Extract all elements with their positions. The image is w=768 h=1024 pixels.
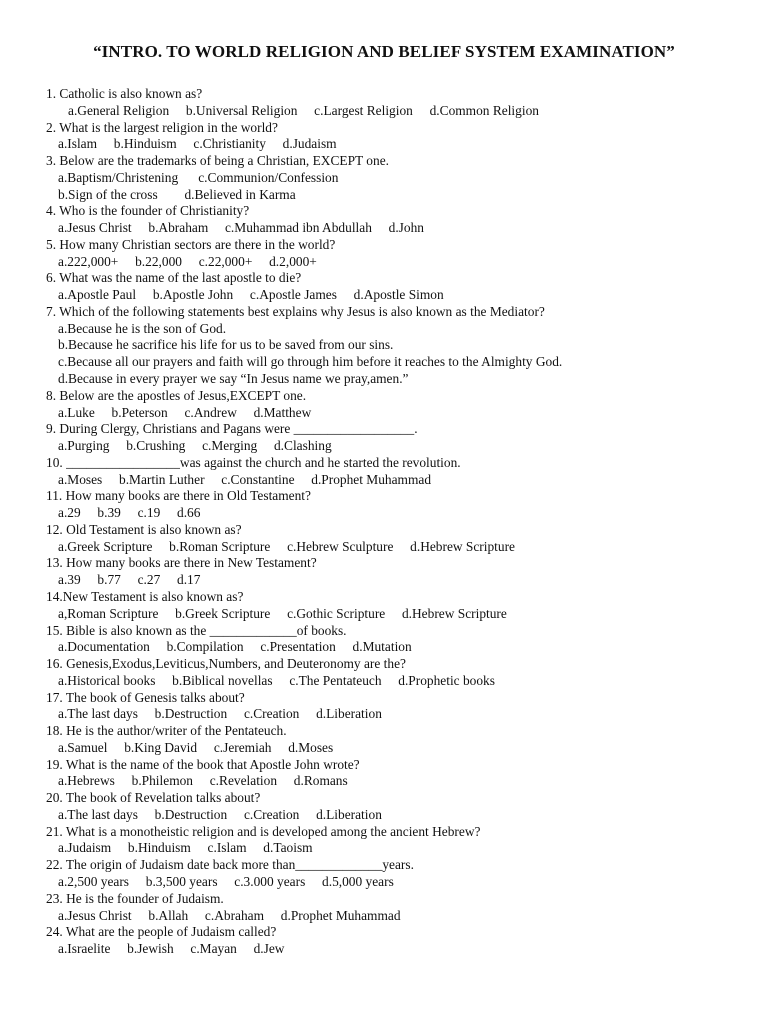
question-text: 9. During Clergy, Christians and Pagans were __________________. (46, 421, 418, 437)
answer-options: a.Luke b.Peterson c.Andrew d.Matthew (58, 404, 312, 420)
question-text: 13. How many books are there in New Testament? (46, 555, 317, 571)
answer-options: a.29 b.39 c.19 d.66 (58, 505, 201, 521)
question-text: 3. Below are the trademarks of being a Christian, EXCEPT one. (46, 153, 389, 169)
question-text: 24. What are the people of Judaism called? (46, 924, 277, 940)
exam-title: “INTRO. TO WORLD RELIGION AND BELIEF SYSTEM EXAMINATION” (93, 42, 675, 61)
question-text: 1. Catholic is also known as? (46, 86, 203, 101)
question-text: 20. The book of Revelation talks about? (46, 790, 261, 806)
answer-options: a.Jesus Christ b.Abraham c.Muhammad ibn Abdullah d.John (58, 220, 424, 236)
question-text: 19. What is the name of the book that Apostle John wrote? (46, 756, 360, 772)
answer-options: a,Roman Scripture b.Greek Scripture c.Gothic Scripture d.Hebrew Scripture (58, 605, 507, 621)
question-text: 17. The book of Genesis talks about? (46, 689, 245, 705)
question-text: 2. What is the largest religion in the world? (46, 119, 278, 135)
answer-options: a.Moses b.Martin Luther c.Constantine d.Prophet Muhammad (58, 471, 432, 487)
answer-options: a.General Religion b.Universal Religion c.Largest Religion d.Common Religion (68, 102, 539, 118)
question-text: 10. _________________was against the church and he started the revolution. (46, 454, 461, 470)
answer-options: a.Samuel b.King David c.Jeremiah d.Moses (58, 739, 334, 755)
answer-options: a.222,000+ b.22,000 c.22,000+ d.2,000+ (58, 253, 317, 269)
answer-options: a.Baptism/Christening c.Communion/Confession (58, 169, 339, 185)
answer-options: a.Hebrews b.Philemon c.Revelation d.Romans (58, 773, 348, 789)
question-text: 14.New Testament is also known as? (46, 588, 244, 604)
answer-options: a.Purging b.Crushing c.Merging d.Clashing (58, 438, 332, 454)
question-text: 5. How many Christian sectors are there in the world? (46, 236, 336, 252)
question-text: 7. Which of the following statements best explains why Jesus is also known as the Mediator? (46, 303, 545, 319)
answer-options: c.Because all our prayers and faith will go through him before it reaches to the Almighty God. (58, 354, 563, 370)
answer-options: a.39 b.77 c.27 d.17 (58, 572, 201, 588)
question-text: 6. What was the name of the last apostle to die? (46, 270, 302, 286)
question-text: 22. The origin of Judaism date back more than_____________years. (46, 857, 414, 873)
answer-options: a.The last days b.Destruction c.Creation d.Liberation (58, 806, 382, 822)
answer-options: b.Because he sacrifice his life for us to be saved from our sins. (58, 337, 394, 353)
question-text: 21. What is a monotheistic religion and is developed among the ancient Hebrew? (46, 823, 481, 839)
answer-options: a.Israelite b.Jewish c.Mayan d.Jew (58, 941, 285, 957)
question-text: 4. Who is the founder of Christianity? (46, 203, 250, 219)
question-text: 18. He is the author/writer of the Pentateuch. (46, 723, 287, 739)
answer-options: a.Because he is the son of God. (58, 320, 227, 336)
question-text: 16. Genesis,Exodus,Leviticus,Numbers, and Deuteronomy are the? (46, 656, 406, 672)
answer-options: a.Documentation b.Compilation c.Presentation d.Mutation (58, 639, 412, 655)
answer-options: a.2,500 years b.3,500 years c.3.000 years d.5,000 years (58, 873, 394, 889)
answer-options: b.Sign of the cross d.Believed in Karma (58, 186, 296, 202)
question-text: 15. Bible is also known as the _____________of books. (46, 622, 347, 638)
question-text: 23. He is the founder of Judaism. (46, 890, 224, 906)
question-text: 12. Old Testament is also known as? (46, 521, 242, 537)
answer-options: a.Islam b.Hinduism c.Christianity d.Judaism (58, 136, 337, 152)
answer-options: a.Judaism b.Hinduism c.Islam d.Taoism (58, 840, 313, 856)
answer-options: a.Greek Scripture b.Roman Scripture c.Hebrew Sculpture d.Hebrew Scripture (58, 538, 516, 554)
answer-options: d.Because in every prayer we say “In Jesus name we pray,amen.” (58, 371, 409, 387)
question-text: 8. Below are the apostles of Jesus,EXCEPT one. (46, 387, 307, 403)
answer-options: a.Apostle Paul b.Apostle John c.Apostle James d.Apostle Simon (58, 287, 444, 303)
answer-options: a.Jesus Christ b.Allah c.Abraham d.Prophet Muhammad (58, 907, 401, 923)
question-text: 11. How many books are there in Old Testament? (46, 488, 311, 504)
answer-options: a.Historical books b.Biblical novellas c.The Pentateuch d.Prophetic books (58, 672, 495, 688)
question-list (46, 86, 746, 958)
answer-options: a.The last days b.Destruction c.Creation d.Liberation (58, 706, 382, 722)
